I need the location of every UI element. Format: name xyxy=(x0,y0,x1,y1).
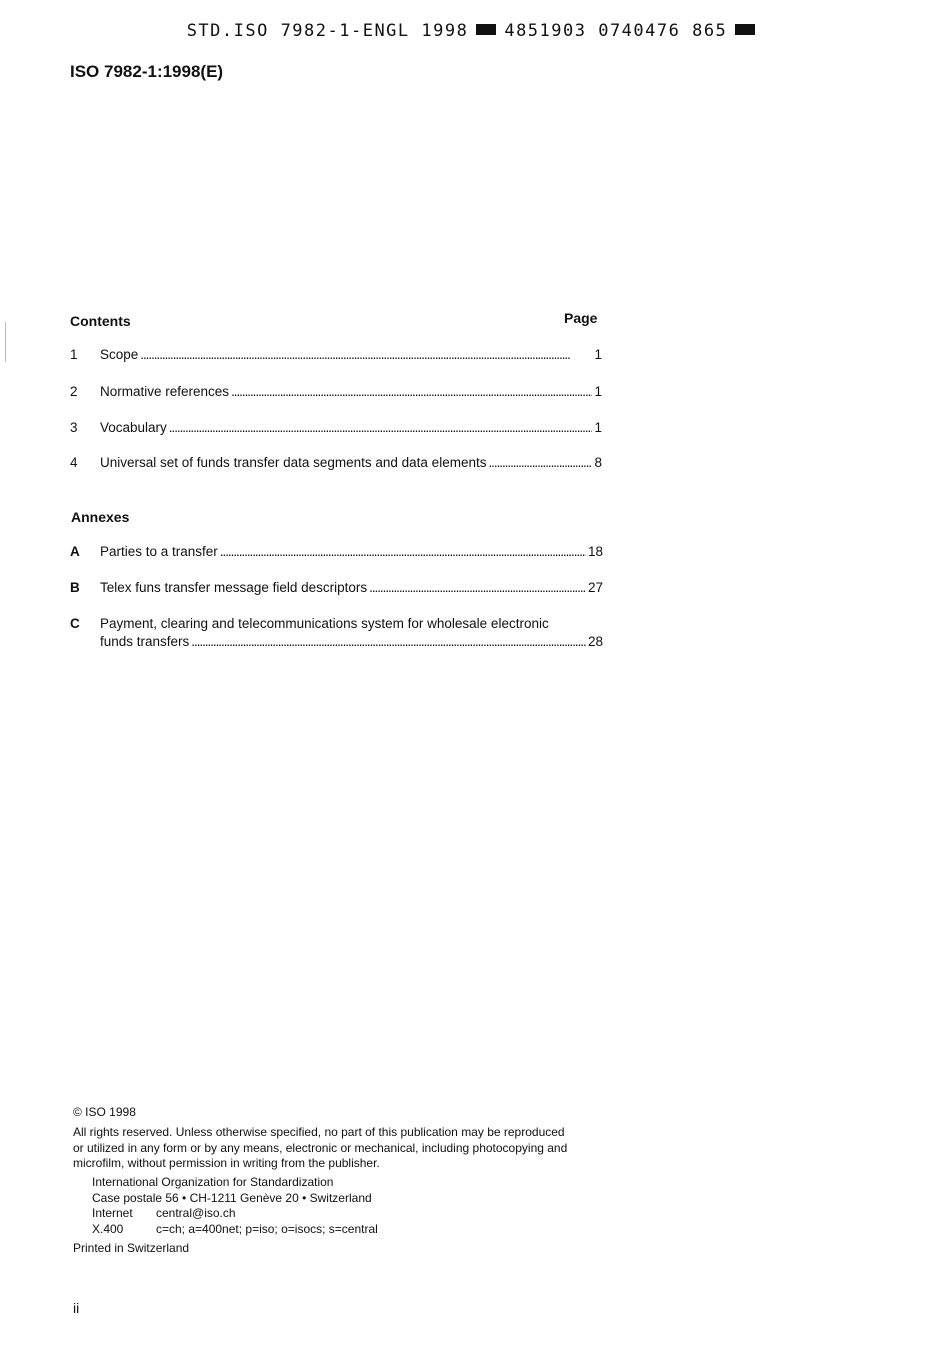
annex-title: Payment, clearing and telecommunications system for wholesale electronic xyxy=(100,616,549,631)
annex-page: 27 xyxy=(587,580,603,595)
annex-letter: C xyxy=(70,616,80,631)
copyright-notice: © ISO 1998 xyxy=(73,1105,136,1119)
rights-line: All rights reserved. Unless otherwise specified, no part of this publication may be reproduced xyxy=(73,1125,565,1139)
toc-item-page: 1 xyxy=(594,347,602,362)
dot-leader xyxy=(140,347,592,362)
annex-page: 18 xyxy=(587,544,603,559)
catalog-number: 4851903 0740476 865 xyxy=(504,21,728,41)
page-column-heading: Page xyxy=(564,310,598,326)
annex-page: 28 xyxy=(587,634,603,649)
postal-address: Case postale 56 • CH-1211 Genève 20 • Switzerland xyxy=(92,1190,372,1205)
annex-title-continued: funds transfers xyxy=(100,634,190,649)
address-block xyxy=(92,1175,378,1237)
internet-row xyxy=(92,1206,378,1222)
annex-title: Parties to a transfer xyxy=(100,544,218,559)
toc-item[interactable] xyxy=(70,384,602,399)
toc-item-number: 3 xyxy=(70,420,78,435)
dot-leader xyxy=(169,420,593,435)
toc-item-title: Normative references xyxy=(100,384,230,399)
toc-item-number: 4 xyxy=(70,455,78,470)
rights-line: or utilized in any form or by any means, electronic or mechanical, including photocopying and xyxy=(73,1140,568,1155)
dot-leader xyxy=(191,634,586,649)
toc-item[interactable] xyxy=(70,347,602,362)
annex-item[interactable] xyxy=(70,580,603,595)
barcode-block-icon xyxy=(476,24,496,35)
rights-text xyxy=(73,1125,567,1172)
toc-item-number: 1 xyxy=(70,347,78,362)
toc-item-title: Vocabulary xyxy=(100,420,167,435)
barcode-block-icon xyxy=(735,24,755,35)
annex-item-first-line[interactable] xyxy=(70,616,549,631)
annex-letter: B xyxy=(70,580,80,595)
annexes-heading: Annexes xyxy=(71,509,130,525)
scan-mark xyxy=(5,322,6,362)
internet-address: central@iso.ch xyxy=(156,1206,236,1220)
rights-line: microfilm, without permission in writing from the publisher. xyxy=(73,1156,380,1170)
x400-label: X.400 xyxy=(92,1221,124,1236)
toc-item-title: Scope xyxy=(100,347,139,362)
toc-item[interactable] xyxy=(70,420,602,435)
annex-title: Telex funs transfer message field descriptors xyxy=(100,580,368,595)
toc-item-number: 2 xyxy=(70,384,78,399)
annex-letter: A xyxy=(70,544,80,559)
toc-item[interactable] xyxy=(70,455,602,470)
dot-leader xyxy=(231,384,592,399)
printed-in: Printed in Switzerland xyxy=(73,1241,190,1255)
dot-leader xyxy=(220,544,586,559)
toc-item-page: 8 xyxy=(594,455,602,470)
document-id: ISO 7982-1:1998(E) xyxy=(70,62,224,81)
toc-item-page: 1 xyxy=(594,384,602,399)
page-number: ii xyxy=(73,1300,80,1316)
annex-item[interactable] xyxy=(70,544,603,559)
catalog-code: STD.ISO 7982-1-ENGL 1998 xyxy=(186,21,469,41)
dot-leader xyxy=(369,580,586,595)
catalog-header xyxy=(0,21,950,41)
x400-address: c=ch; a=400net; p=iso; o=isocs; s=central xyxy=(156,1221,378,1236)
toc-item-title: Universal set of funds transfer data segments and data elements xyxy=(100,455,487,470)
internet-label: Internet xyxy=(92,1206,133,1220)
dot-leader xyxy=(488,455,592,470)
toc-item-page: 1 xyxy=(594,420,602,435)
organization-name: International Organization for Standardization xyxy=(92,1175,334,1189)
contents-heading: Contents xyxy=(70,313,131,329)
annex-item-continuation[interactable] xyxy=(100,634,603,649)
x400-row xyxy=(92,1222,378,1238)
